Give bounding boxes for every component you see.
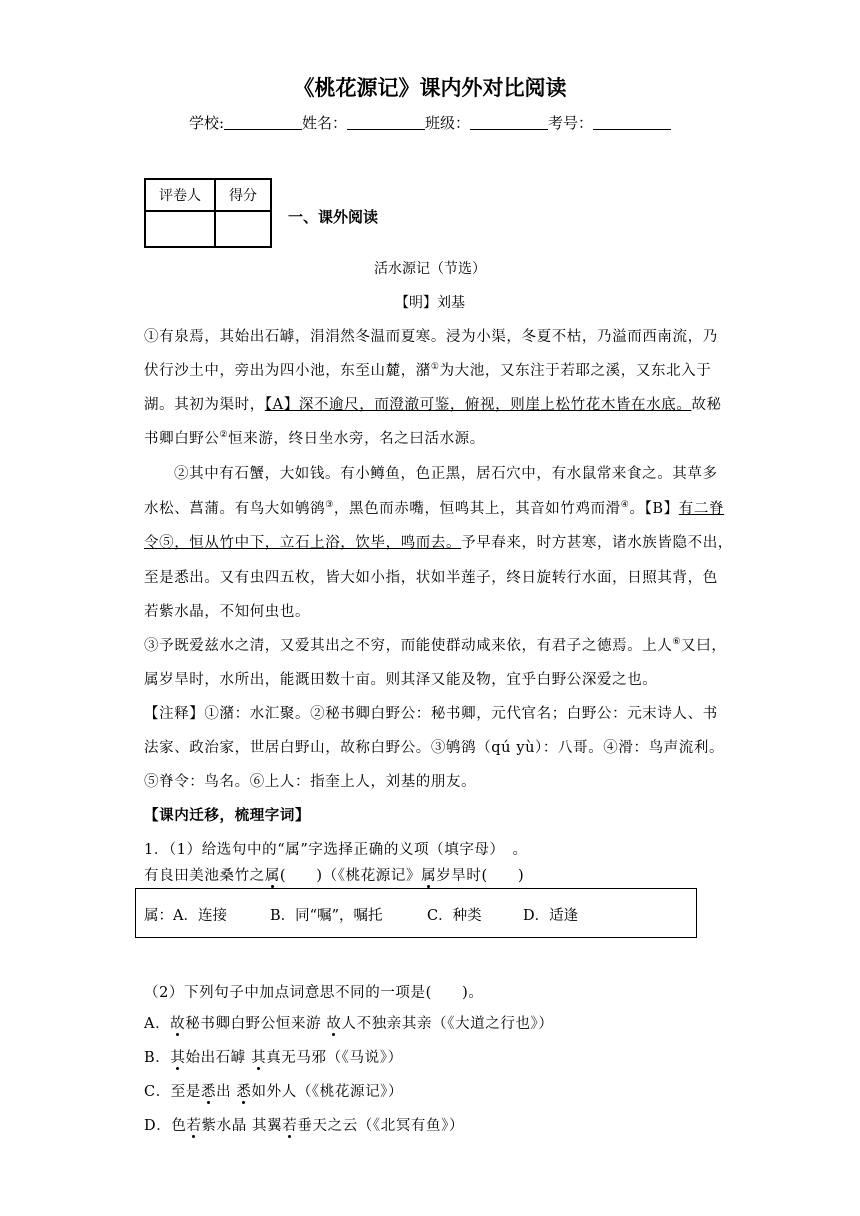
class-blank — [470, 115, 548, 130]
p3-line2: 属岁旱时，水所出，能溉田数十亩。则其泽又能及物，宜乎白野公深爱之也。 — [144, 672, 658, 688]
q2-option-c: C．至是悉出 悉如外人（《桃花源记》） — [144, 1084, 404, 1100]
score-table — [144, 178, 272, 248]
q1-stem: 1．（1）给选句中的“属”字选择正确的义项（填字母） 。 — [144, 842, 528, 858]
student-info-line — [0, 112, 860, 133]
sentence-b: 令⑤，恒从竹中下，立石上浴，饮毕，鸣而去。 — [144, 535, 462, 551]
q2-option-d: D．色若紫水晶 其翼若垂天之云（《北冥有鱼》） — [144, 1118, 465, 1134]
school-blank — [224, 115, 302, 130]
p2-line1: ②其中有石蟹，大如钱。有小鳟鱼，色正黑，居石穴中，有水鼠常来食之。其草多 — [174, 466, 718, 482]
exam-number-blank — [593, 115, 671, 130]
passage-title: 活水源记（节选） — [374, 261, 486, 277]
option-b: B．同“嘱”，嘱托 — [270, 908, 383, 924]
school-label: 学校: — [188, 114, 224, 132]
name-label: 姓名： — [302, 114, 348, 132]
section2-title: 【课内迁移，梳理字词】 — [144, 807, 311, 824]
q1-sentences: 有良田美池桑竹之属( )（《桃花源记》属岁旱时( ) — [144, 868, 525, 884]
p1-line4: 书卿白野公②恒来游，终日坐水旁，名之曰活水源。 — [144, 430, 485, 447]
q2-option-a: A．故秘书卿白野公恒来游 故人不独亲其亲（《大道之行也》） — [144, 1016, 554, 1032]
notes-line2: 法家、政治家，世居白野山，故称白野公。③鸲鹆（qú yù）：八哥。④滑：鸟声流利。 — [144, 740, 725, 756]
p1-line2: 伏行沙土中，旁出为四小池，东至山麓，潴①为大池，又东注于若耶之溪，又东北入于 — [144, 362, 712, 379]
option-a: 属：A．连接 — [144, 908, 227, 924]
p2-line5: 若紫水晶，不知何虫也。 — [144, 604, 311, 620]
page-title: 《桃花源记》课内外对比阅读 — [293, 76, 567, 100]
answer-blank-2[interactable]: ( ) — [481, 868, 525, 884]
p1-line1: ①有泉焉，其始出石罅，涓涓然冬温而夏寒。浸为小渠，冬夏不枯，乃溢而西南流，乃 — [144, 329, 718, 345]
answer-blank-1[interactable]: ( ) — [279, 868, 323, 884]
p2-line2: 水松、菖蒲。有鸟大如鸲鹆③，黑色而赤嘴，恒鸣其上，其音如竹鸡而滑④。【B】有二脊 — [144, 500, 725, 517]
section-title: 一、课外阅读 — [288, 208, 379, 226]
name-blank — [347, 115, 425, 130]
p2-line4: 至是悉出。又有虫四五枚，皆大如小指，状如半莲子，终日旋转行水面，日照其背，色 — [144, 570, 718, 586]
exam-number-label: 考号： — [548, 114, 594, 132]
option-d: D．适逢 — [523, 908, 579, 924]
p1-line3: 湖。其初为渠时，【A】深不逾尺，而澄澈可鉴，俯视，则崖上松竹花木皆在水底。故秘 — [144, 397, 722, 413]
p2-line3: 令⑤，恒从竹中下，立石上浴，饮毕，鸣而去。予早春来，时方甚寒，诸水族皆隐不出， — [144, 535, 733, 551]
score-cell — [215, 211, 271, 247]
sentence-a: 【A】深不逾尺，而澄澈可鉴，俯视，则崖上松竹花木皆在水底。 — [264, 397, 692, 413]
option-c: C．种类 — [427, 908, 482, 924]
options-box — [135, 888, 697, 938]
q2-stem: （2）下列句子中加点词意思不同的一项是( )。 — [144, 985, 484, 1001]
dotted-char: 属 — [264, 868, 280, 884]
notes-line1: 【注释】①潴：水汇聚。②秘书卿白野公：秘书卿，元代官名；白野公：元末诗人、书 — [144, 706, 718, 722]
notes-line3: ⑤脊令：鸟名。⑥上人：指奎上人，刘基的朋友。 — [144, 774, 477, 790]
grader-header: 评卷人 — [145, 179, 215, 211]
grader-cell — [145, 211, 215, 247]
q2-option-b: B．其始出石罅 其真无马邪（《马说》） — [144, 1050, 403, 1066]
class-label: 班级： — [425, 114, 471, 132]
p3-line1: ③予既爱兹水之清，又爱其出之不穷，而能使群动咸来依，有君子之德焉。上人⑥又曰， — [144, 637, 727, 654]
dotted-char: 属 — [421, 868, 437, 884]
passage-author: 【明】刘基 — [395, 295, 465, 311]
score-header: 得分 — [215, 179, 271, 211]
